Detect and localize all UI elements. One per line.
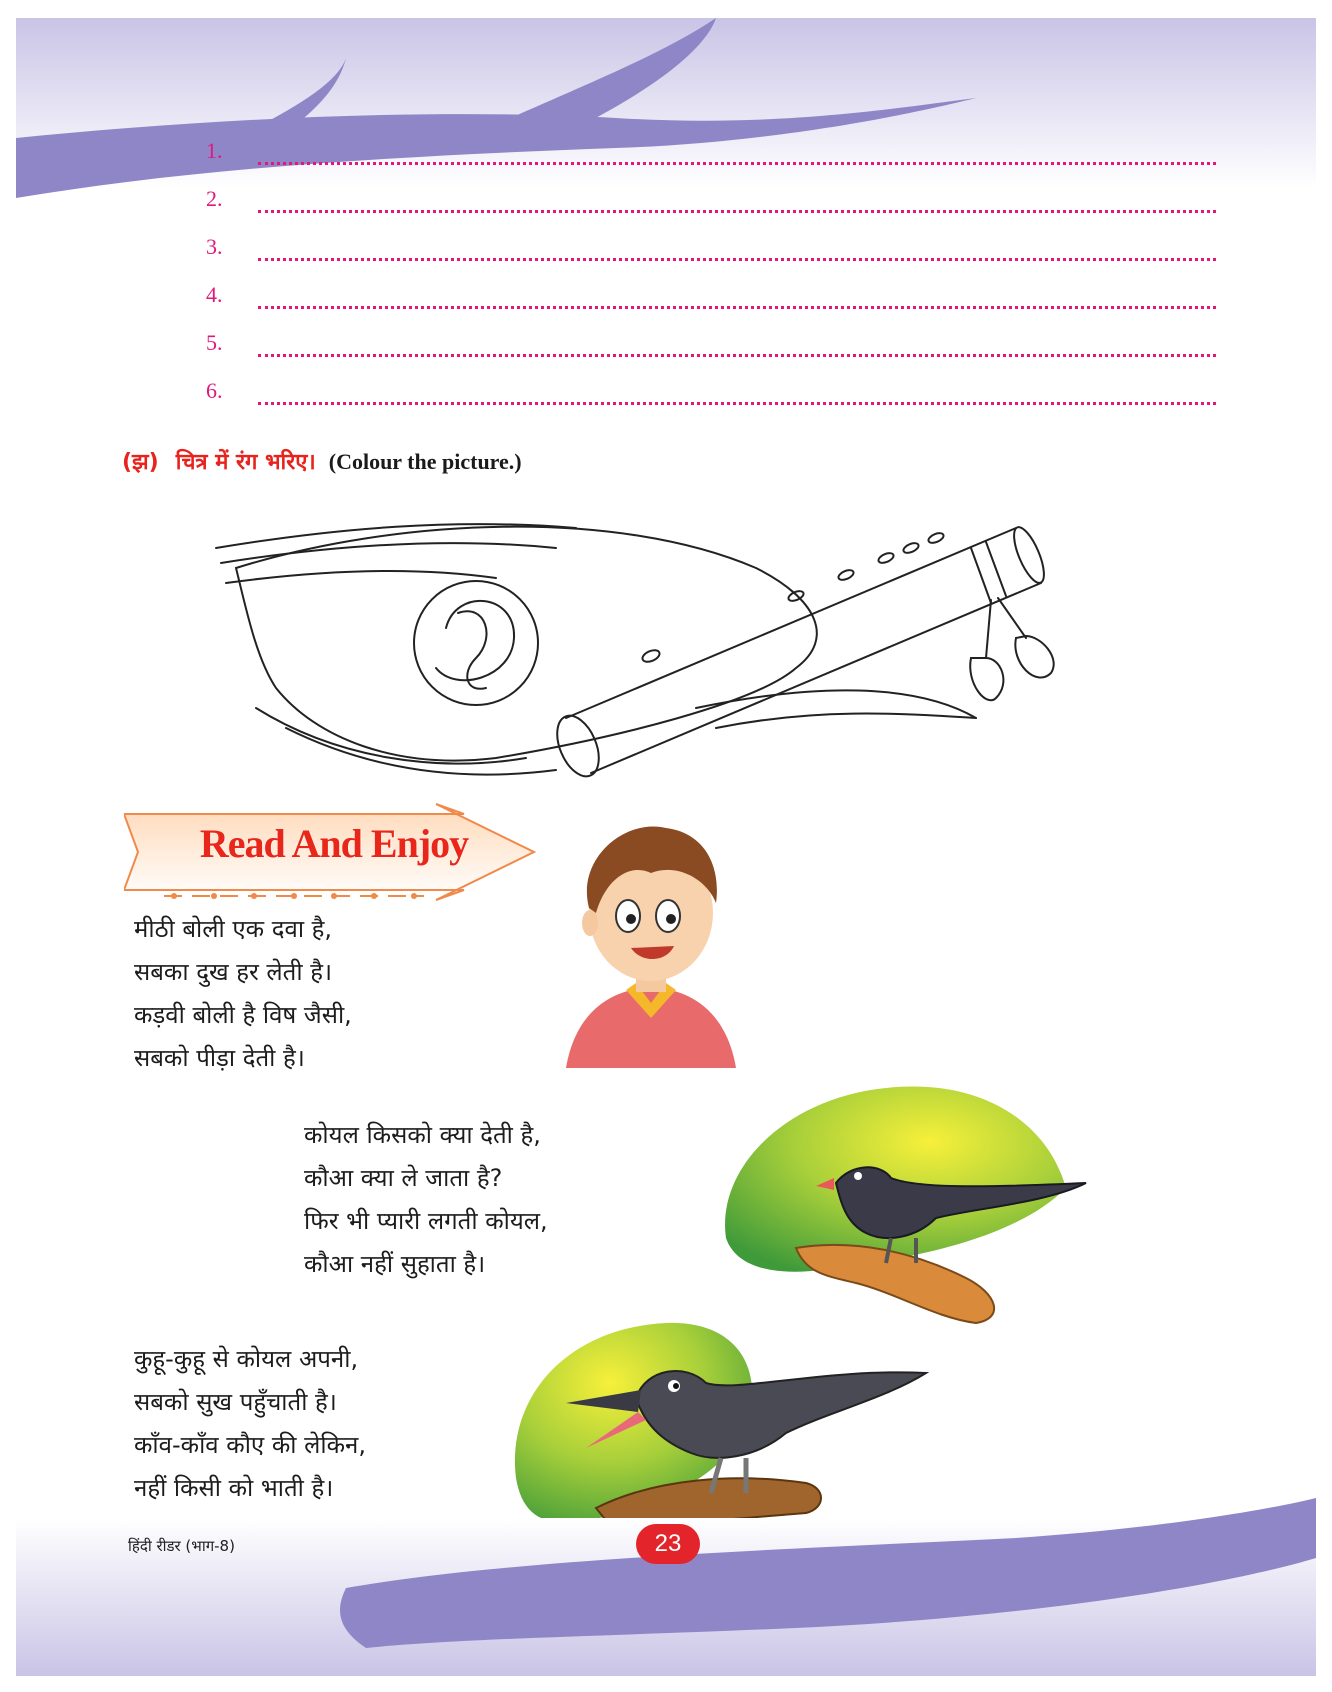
- poem-line: सबको सुख पहुँचाती है।: [134, 1388, 337, 1416]
- poem-line: नहीं किसी को भाती है।: [134, 1474, 334, 1502]
- answer-line-5[interactable]: [206, 330, 1216, 370]
- book-title: हिंदी रीडर (भाग-8): [128, 1537, 235, 1555]
- poem-line: सबका दुख हर लेती है।: [134, 958, 333, 986]
- page: [16, 18, 1316, 1676]
- answer-line-3[interactable]: [206, 234, 1216, 274]
- answer-line-number: 3.: [206, 234, 223, 259]
- poem-line: काँव-काँव कौए की लेकिन,: [134, 1431, 366, 1459]
- poem-line: कौआ क्या ले जाता है?: [304, 1164, 503, 1192]
- poem-line: कोयल किसको क्या देती है,: [304, 1121, 541, 1149]
- question-label: (झ): [122, 450, 159, 475]
- dotted-line: [258, 354, 1216, 357]
- read-and-enjoy-banner: [124, 800, 544, 918]
- answer-line-number: 2.: [206, 186, 223, 211]
- koel-on-tree-illustration: [716, 1078, 1116, 1328]
- poem-line: कुहू-कुहू से कोयल अपनी,: [134, 1345, 359, 1373]
- answer-line-6[interactable]: [206, 378, 1216, 418]
- answer-line-number: 4.: [206, 282, 223, 307]
- instruction-english: (Colour the picture.): [328, 449, 522, 474]
- answer-line-number: 1.: [206, 138, 223, 163]
- poem-stanza-1: [134, 908, 352, 1080]
- poem-line: फिर भी प्यारी लगती कोयल,: [304, 1207, 548, 1235]
- banner-title: Read And Enjoy: [199, 821, 469, 866]
- poem-line: कौआ नहीं सुहाता है।: [304, 1250, 486, 1278]
- dotted-line: [258, 162, 1216, 165]
- instruction-hindi: चित्र में रंग भरिए।: [175, 450, 316, 475]
- page-number-badge: 23: [636, 1524, 700, 1564]
- answer-line-2[interactable]: [206, 186, 1216, 226]
- activity-heading: [122, 446, 522, 486]
- boy-illustration: [556, 818, 746, 1068]
- poem-stanza-3: [134, 1338, 366, 1510]
- poem-line: मीठी बोली एक दवा है,: [134, 915, 333, 943]
- dotted-line: [258, 258, 1216, 261]
- dotted-line: [258, 210, 1216, 213]
- answer-line-4[interactable]: [206, 282, 1216, 322]
- dotted-line: [258, 402, 1216, 405]
- answer-line-number: 6.: [206, 378, 223, 403]
- answer-line-number: 5.: [206, 330, 223, 355]
- poem-line: कड़वी बोली है विष जैसी,: [134, 1001, 352, 1029]
- answer-line-1[interactable]: [206, 138, 1216, 178]
- poem-stanza-2: [304, 1114, 548, 1286]
- flute-feather-drawing[interactable]: [196, 508, 1056, 808]
- dotted-line: [258, 306, 1216, 309]
- poem-line: सबको पीड़ा देती है।: [134, 1044, 305, 1072]
